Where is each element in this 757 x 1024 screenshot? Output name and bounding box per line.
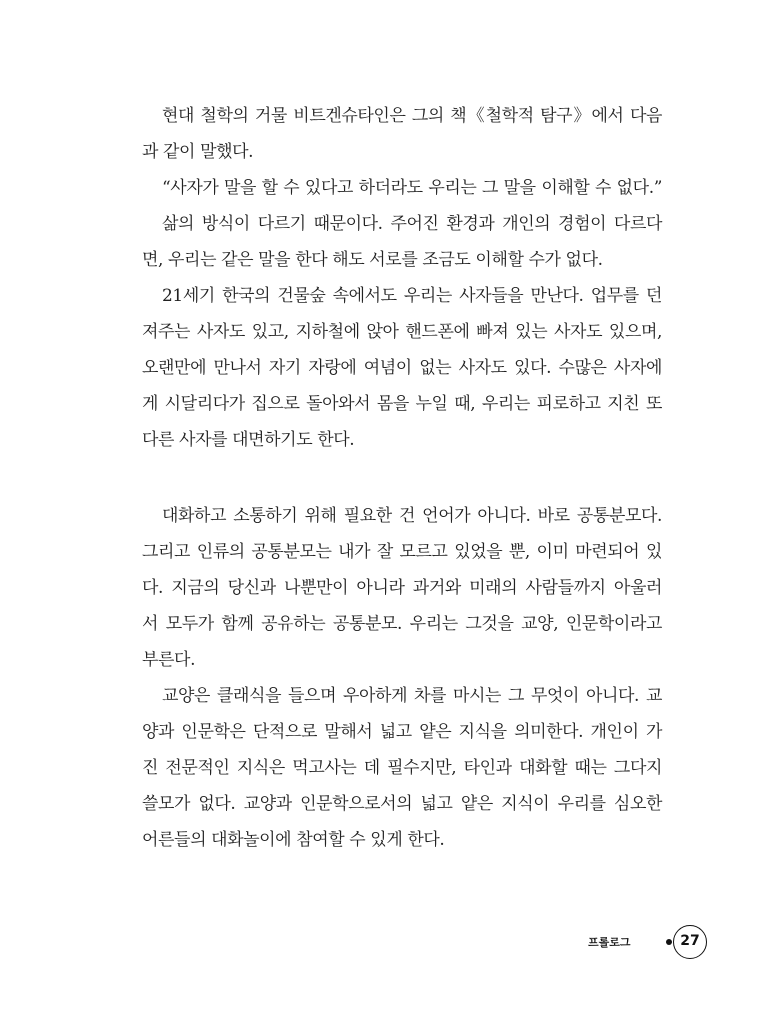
paragraph-4-line-2: 져주는 사자도 있고, 지하철에 앉아 핸드폰에 빠져 있는 사자도 있으며, bbox=[142, 322, 662, 342]
paragraph-6-line-5: 어른들의 대화놀이에 참여할 수 있게 한다. bbox=[142, 830, 445, 850]
paragraph-1-line-2: 과 같이 말했다. bbox=[142, 142, 254, 162]
paragraph-6-line-2: 양과 인문학은 단적으로 말해서 넓고 얕은 지식을 의미한다. 개인이 가 bbox=[142, 722, 662, 742]
paragraph-5-line-4: 서 모두가 함께 공유하는 공통분모. 우리는 그것을 교양, 인문학이라고 bbox=[142, 614, 662, 634]
paragraph-6-line-3: 진 전문적인 지식은 먹고사는 데 필수지만, 타인과 대화할 때는 그다지 bbox=[142, 758, 662, 778]
quote-line: “사자가 말을 할 수 있다고 하더라도 우리는 그 말을 이해할 수 없다.” bbox=[162, 178, 662, 198]
paragraph-3-line-1: 삶의 방식이 다르기 때문이다. 주어진 환경과 개인의 경험이 다르다 bbox=[162, 214, 662, 234]
page-footer bbox=[588, 925, 713, 961]
paragraph-4-line-5: 다른 사자를 대면하기도 한다. bbox=[142, 430, 355, 450]
paragraph-5-line-3: 다. 지금의 당신과 나뿐만이 아니라 과거와 미래의 사람들까지 아울러 bbox=[142, 578, 662, 598]
paragraph-4-line-3: 오랜만에 만나서 자기 자랑에 여념이 없는 사자도 있다. 수많은 사자에 bbox=[142, 358, 662, 378]
section-label: 프롤로그 bbox=[588, 936, 631, 949]
bullet-dot-icon bbox=[666, 939, 672, 945]
paragraph-4-line-4: 게 시달리다가 집으로 돌아와서 몸을 누일 때, 우리는 피로하고 지친 또 bbox=[142, 394, 662, 414]
paragraph-3-line-2: 면, 우리는 같은 말을 한다 해도 서로를 조금도 이해할 수가 없다. bbox=[142, 250, 603, 270]
paragraph-4-line-1: 21세기 한국의 건물숲 속에서도 우리는 사자들을 만난다. 업무를 던 bbox=[162, 286, 662, 306]
page-number: 27 bbox=[673, 925, 707, 959]
paragraph-6-line-4: 쓸모가 없다. 교양과 인문학으로서의 넓고 얕은 지식이 우리를 심오한 bbox=[142, 794, 662, 814]
paragraph-1-line-1: 현대 철학의 거물 비트겐슈타인은 그의 책《철학적 탐구》에서 다음 bbox=[162, 106, 662, 126]
paragraph-5-line-1: 대화하고 소통하기 위해 필요한 건 언어가 아니다. 바로 공통분모다. bbox=[162, 506, 662, 526]
paragraph-5-line-2: 그리고 인류의 공통분모는 내가 잘 모르고 있었을 뿐, 이미 마련되어 있 bbox=[142, 542, 662, 562]
paragraph-5-line-5: 부른다. bbox=[142, 650, 196, 670]
paragraph-6-line-1: 교양은 클래식을 들으며 우아하게 차를 마시는 그 무엇이 아니다. 교 bbox=[162, 686, 662, 706]
